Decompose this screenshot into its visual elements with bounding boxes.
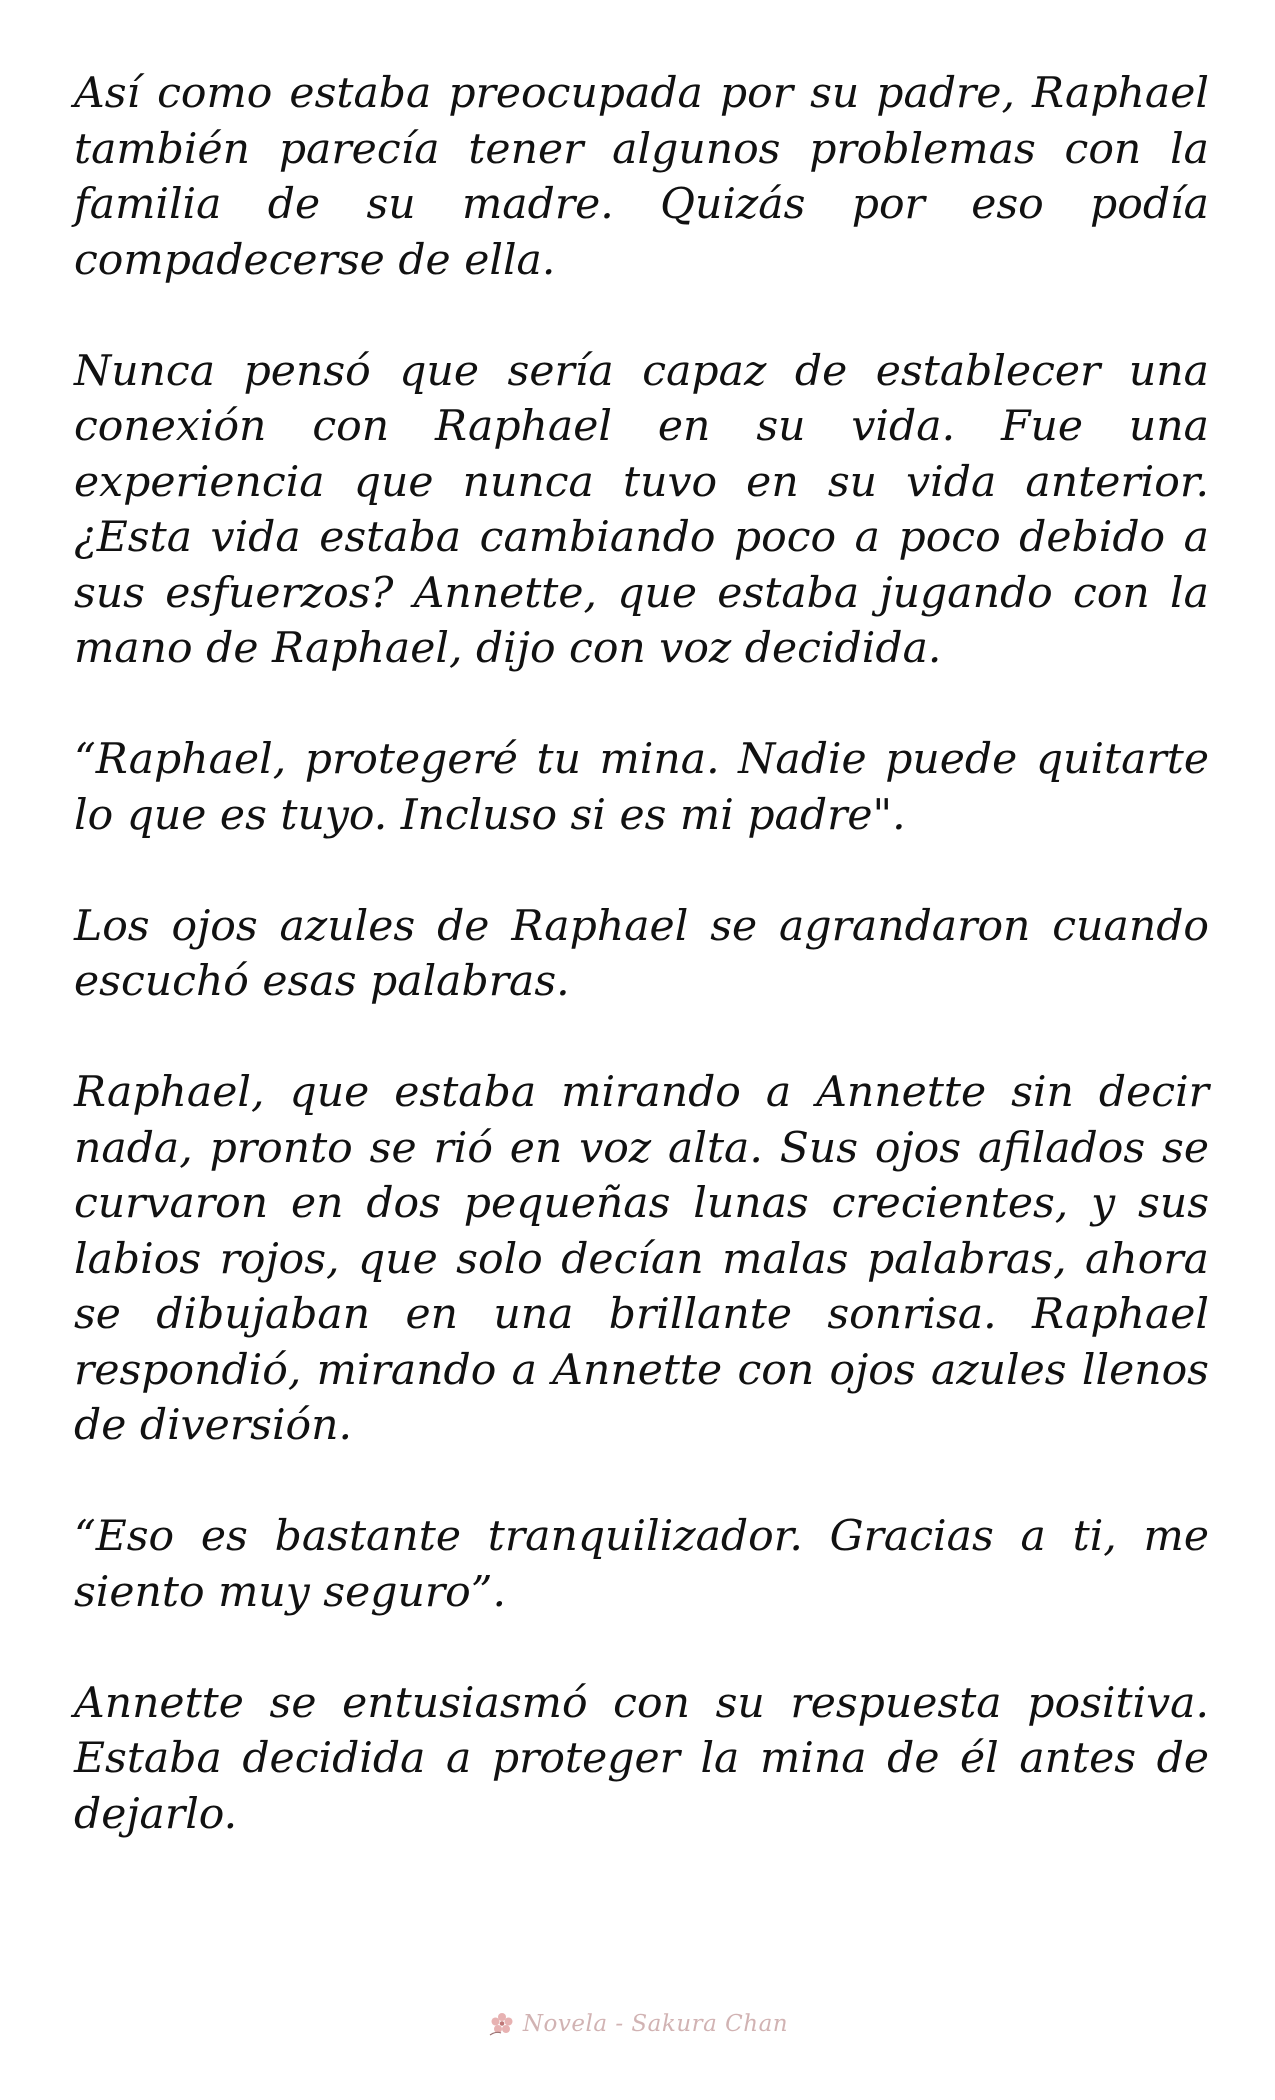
paragraph-3: “Raphael, protegeré tu mina. Nadie puede quitarte lo que es tuyo. Incluso si es mi padre".: [74, 735, 1209, 840]
watermark-footer: [0, 2004, 1275, 2044]
paragraph-6: “Eso es bastante tranquilizador. Gracias a ti, me siento muy seguro”.: [74, 1512, 1209, 1617]
paragraph-5: Raphael, que estaba mirando a Annette sin decir nada, pronto se rió en voz alta. Sus ojos afilados se curvaron en dos pequeñas lunas crecientes, y sus labios rojos, que solo decían malas palabras, ahora se dibujaban en una brillante sonrisa. Raphael respondió, mirando a Annette con ojos azules llenos de diversión.: [74, 1068, 1209, 1450]
document-body: [74, 66, 1209, 1898]
watermark-text: Novela - Sakura Chan: [522, 2011, 789, 2037]
watermark: [487, 2009, 788, 2039]
paragraph-1: Así como estaba preocupada por su padre, Raphael también parecía tener algunos problemas con la familia de su madre. Quizás por eso podía compadecerse de ella.: [74, 69, 1209, 285]
paragraph-4: Los ojos azules de Raphael se agrandaron cuando escuchó esas palabras.: [74, 901, 1209, 1006]
paragraph-7: Annette se entusiasmó con su respuesta positiva. Estaba decidida a proteger la mina de él antes de dejarlo.: [74, 1678, 1209, 1839]
paragraph-2: Nunca pensó que sería capaz de establecer una conexión con Raphael en su vida. Fue una experiencia que nunca tuvo en su vida anterior. ¿Esta vida estaba cambiando poco a poco debido a sus esfuerzos? Annette, que estaba jugando con la mano de Raphael, dijo con voz decidida.: [74, 346, 1209, 673]
sakura-blossom-icon: [487, 2009, 517, 2039]
